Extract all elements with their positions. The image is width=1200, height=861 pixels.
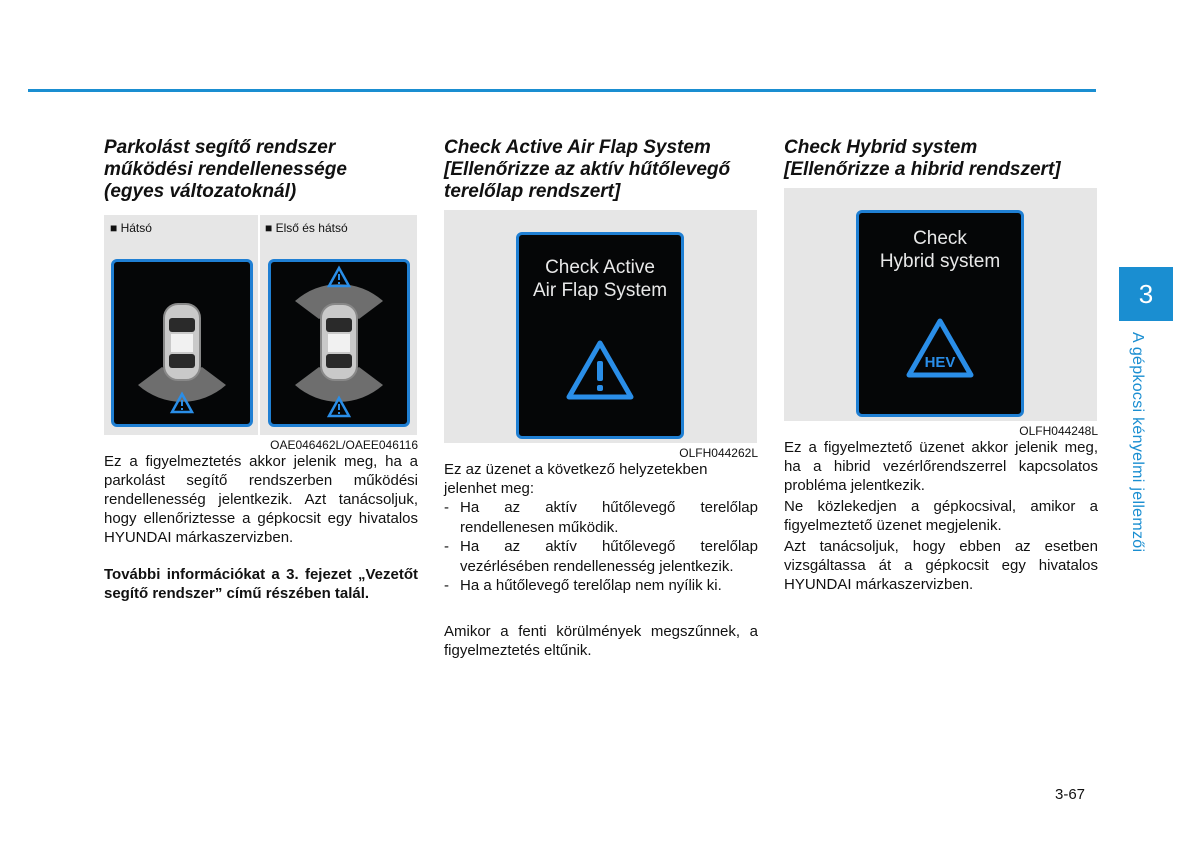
figure-label-rear: ■ Hátsó [110, 221, 152, 235]
intro-text: Ez az üzenet a következő helyzetekben jelenhet meg: [444, 461, 708, 497]
section-title: Check Active Air Flap System [Ellenőrizze az aktív hűtőlevegő terelőlap rendszert] [444, 137, 731, 202]
chapter-number-tab: 3 [1119, 267, 1173, 321]
hev-label: HEV [924, 354, 956, 371]
chapter-title: A gépkocsi kényelmi jellemzői [1129, 332, 1146, 553]
figure-divider [258, 215, 260, 435]
page-number: 3-67 [1055, 786, 1086, 803]
header-rule [28, 89, 1096, 92]
screen-message: Check Hybrid system [879, 228, 1001, 272]
car-front-rear-sensor-graphic [271, 262, 407, 424]
column-hybrid [784, 137, 1098, 594]
note-text: További információkat a 3. fejezet „Vezetőt segítő rendszer” című részében talál. [104, 566, 418, 602]
car-rear-sensor-graphic [114, 262, 250, 424]
parking-screen-rear [111, 259, 253, 427]
paragraph: Azt tanácsoljuk, hogy ebben az esetben vizsgáltassa át a gépkocsit egy hivatalos HYUNDAI márkaszervizben. [784, 538, 1098, 593]
parking-figure [104, 215, 417, 435]
parking-screen-front-rear [268, 259, 410, 427]
column-air-flap [444, 137, 758, 660]
paragraph: Ez a figyelmeztető üzenet akkor jelenik meg, ha a hibrid vezérlőrendszerrel kapcsolatos probléma jelentkezik. [784, 439, 1098, 494]
column-parking-assist [104, 137, 418, 603]
condition-list [444, 498, 758, 596]
hybrid-figure [784, 188, 1097, 421]
figure-code: OLFH044262L [679, 446, 758, 460]
hev-warning-icon [905, 317, 975, 379]
hybrid-screen [856, 210, 1024, 417]
list-item: - Ha az aktív hűtőlevegő terelőlap rendellenesen működik. [444, 498, 758, 537]
warning-triangle-icon [565, 339, 635, 401]
section-title: Check Hybrid system [Ellenőrizze a hibrid rendszert] [784, 137, 1061, 180]
section-title: Parkolást segítő rendszer működési rendellenessége (egyes változatoknál) [104, 137, 347, 202]
paragraph: Ne közlekedjen a gépkocsival, amikor a figyelmeztető üzenet megjelenik. [784, 498, 1098, 534]
body-text: Ez a figyelmeztetés akkor jelenik meg, ha a parkolást segítő rendszerben működési rendellenesség jelentkezik. Azt tanácsoljuk, hogy ellenőriztesse a gépkocsit egy hivatalos HYUNDAI márkaszervizben. [104, 453, 418, 546]
figure-label-front-rear: ■ Első és hátsó [265, 221, 348, 235]
list-item: - Ha az aktív hűtőlevegő terelőlap vezérlésében rendellenesség jelentkezik. [444, 537, 758, 576]
figure-code: OLFH044248L [1019, 424, 1098, 438]
figure-code: OAE046462L/OAEE046116 [270, 438, 418, 452]
list-item: - Ha a hűtőlevegő terelőlap nem nyílik ki. [444, 576, 758, 596]
outro-text: Amikor a fenti körülmények megszűnnek, a figyelmeztetés eltűnik. [444, 622, 758, 659]
screen-message: Check Active Air Flap System [532, 257, 668, 301]
air-flap-screen [516, 232, 684, 439]
air-flap-figure [444, 210, 757, 443]
